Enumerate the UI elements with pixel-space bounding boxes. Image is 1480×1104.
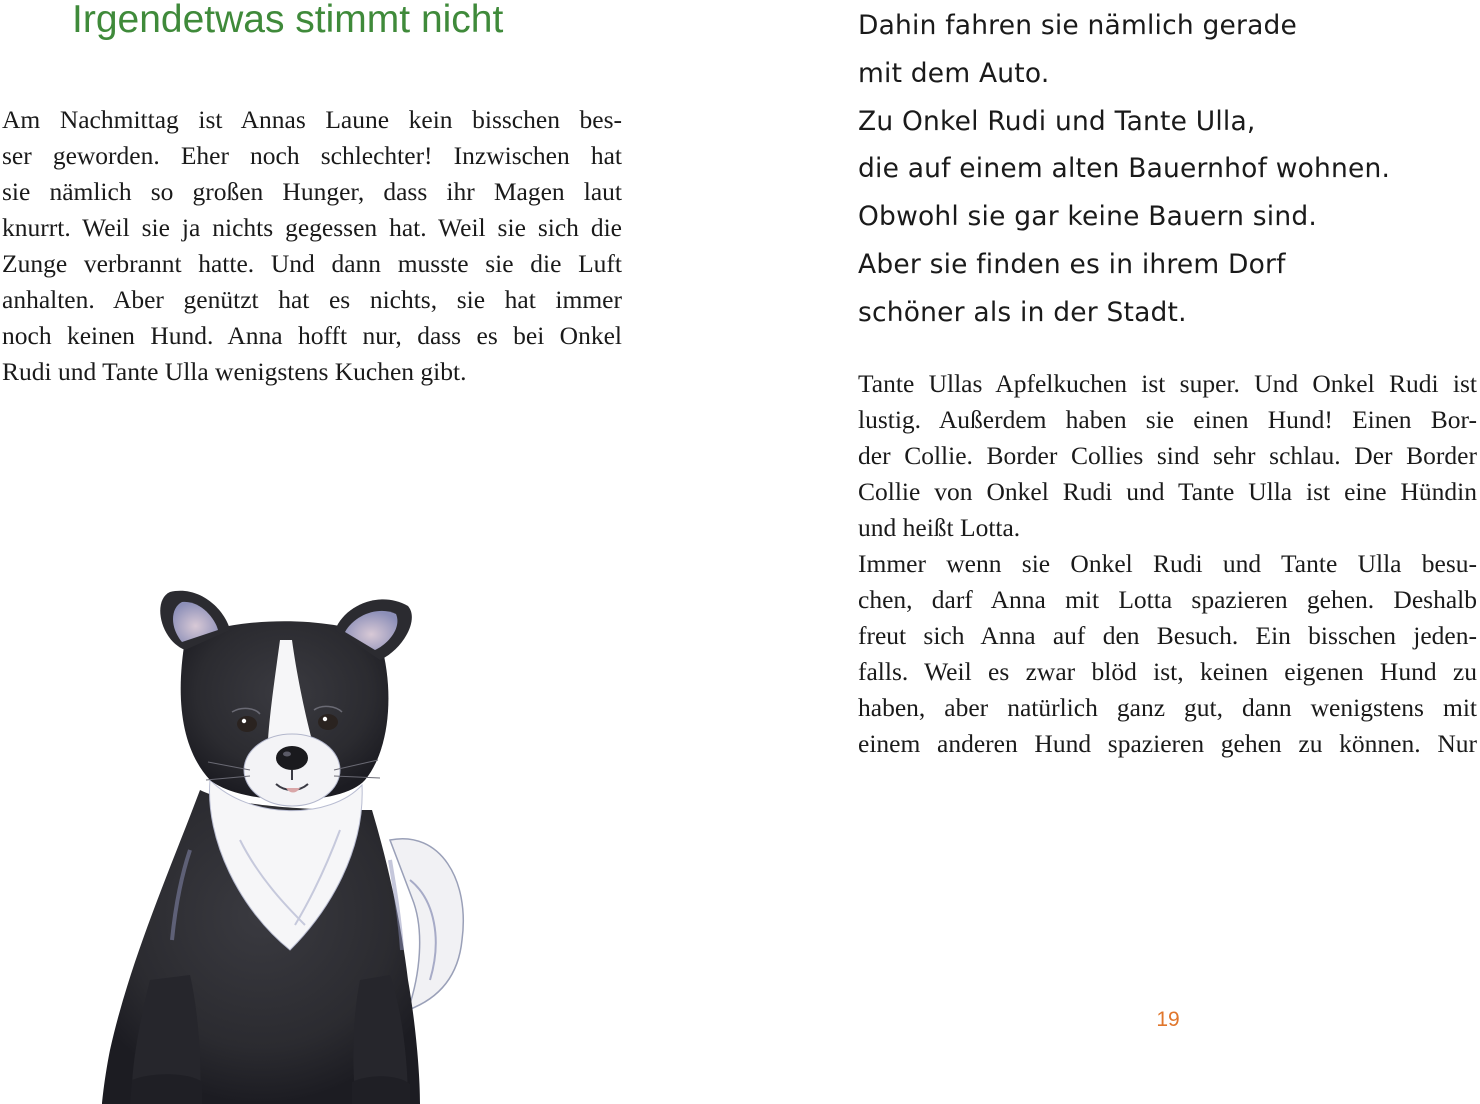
- paragraph-line: und heißt Lotta.: [858, 513, 1021, 542]
- dog-eye-right: [318, 714, 338, 730]
- paragraph-line: Am Nachmittag ist Annas Laune kein bisschen bes-: [2, 105, 622, 134]
- border-collie-illustration: [90, 580, 490, 1104]
- paragraph-line: Rudi und Tante Ulla wenigstens Kuchen gibt.: [2, 357, 467, 386]
- page-number: 19: [1156, 1008, 1180, 1031]
- paragraph-line: ser geworden. Eher noch schlechter! Inzwischen hat: [2, 141, 622, 170]
- paragraph-line: noch keinen Hund. Anna hofft nur, dass es bei Onkel: [2, 321, 622, 350]
- paragraph-line: haben, aber natürlich ganz gut, dann wenigstens mit: [858, 693, 1477, 722]
- paragraph-line: sie nämlich so großen Hunger, dass ihr Magen laut: [2, 177, 622, 206]
- dog-paw-right: [352, 1076, 410, 1104]
- chapter-title: Irgendetwas stimmt nicht: [72, 0, 504, 41]
- large-print-line: die auf einem alten Bauernhof wohnen.: [858, 153, 1391, 185]
- paragraph-line: Collie von Onkel Rudi und Tante Ulla ist eine Hündin: [858, 477, 1477, 506]
- paragraph-line: anhalten. Aber genützt hat es nichts, sie hat immer: [2, 285, 622, 314]
- right-page: [740, 0, 1480, 1104]
- paragraph-line: chen, darf Anna mit Lotta spazieren gehen. Deshalb: [858, 585, 1477, 614]
- large-print-line: Obwohl sie gar keine Bauern sind.: [858, 201, 1317, 233]
- left-paragraph: [2, 102, 622, 390]
- paragraph-line: einem anderen Hund spazieren gehen zu können. Nur: [858, 729, 1477, 758]
- large-print-line: Aber sie finden es in ihrem Dorf: [858, 248, 1286, 280]
- paragraph-line: lustig. Außerdem haben sie einen Hund! Einen Bor-: [858, 405, 1477, 434]
- paragraph-line: Zunge verbrannt hatte. Und dann musste sie die Luft: [2, 249, 622, 278]
- dog-nose: [276, 746, 308, 770]
- large-print-line: Dahin fahren sie nämlich gerade: [858, 10, 1298, 41]
- paragraph-line: der Collie. Border Collies sind sehr schlau. Der Border: [858, 441, 1477, 470]
- paragraph-line: Tante Ullas Apfelkuchen ist super. Und Onkel Rudi ist: [858, 369, 1477, 398]
- dog-paw-left: [130, 1074, 202, 1104]
- large-print-line: schöner als in der Stadt.: [858, 296, 1187, 328]
- paragraph-line: freut sich Anna auf den Besuch. Ein bisschen jeden-: [858, 621, 1477, 650]
- large-print-line: mit dem Auto.: [858, 57, 1050, 89]
- right-paragraph: [858, 366, 1477, 762]
- dog-eye-left: [237, 716, 257, 732]
- paragraph-line: Immer wenn sie Onkel Rudi und Tante Ulla besu-: [858, 549, 1477, 578]
- paragraph-line: knurrt. Weil sie ja nichts gegessen hat. Weil sie sich die: [2, 213, 622, 242]
- paragraph-line: falls. Weil es zwar blöd ist, keinen eigenen Hund zu: [858, 657, 1477, 686]
- large-print-section: [858, 2, 1390, 337]
- large-print-line: Zu Onkel Rudi und Tante Ulla,: [858, 105, 1256, 137]
